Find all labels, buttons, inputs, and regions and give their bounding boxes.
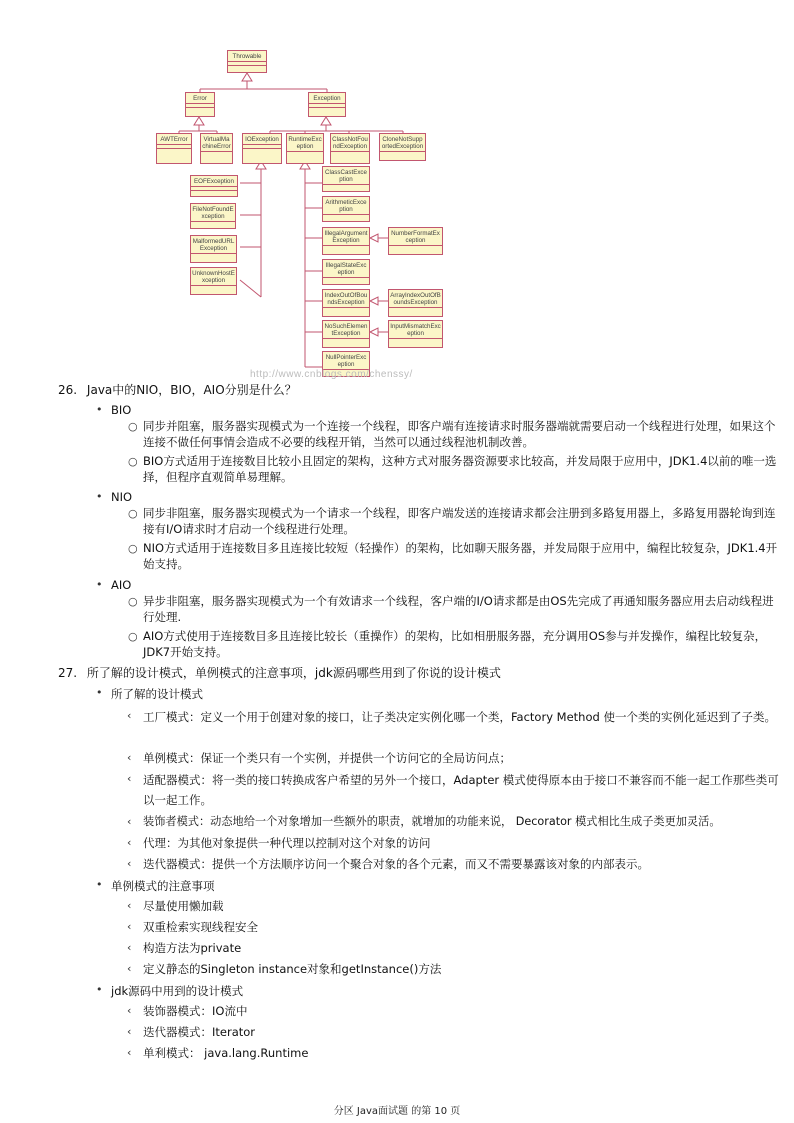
uml-class-nullpointerexception: NullPointerException <box>322 351 370 377</box>
uml-class-awterror: AWTError <box>156 133 192 164</box>
list-marker-icon: ‹ <box>127 836 132 849</box>
uml-class-eofexception: EOFException <box>190 175 238 197</box>
list-marker-icon: ‹ <box>127 1025 132 1038</box>
list-item: NIO方式适用于连接数目多且连接比较短（轻操作）的架构，比如聊天服务器，并发局限于应用中，编程比较复杂，JDK1.4开始支持。 <box>143 541 778 571</box>
list-marker-icon: ‹ <box>127 941 132 954</box>
list-marker-icon: ‹ <box>127 920 132 933</box>
list-item: BIO方式适用于连接数目比较小且固定的架构，这种方式对服务器资源要求比较高，并发局限于应用中，JDK1.4以前的唯一选择，但程序直观简单易理解。 <box>143 454 777 484</box>
bullet-icon: • <box>96 490 103 503</box>
section-label-nio: NIO <box>111 490 133 504</box>
uml-class-filenotfoundexception: FileNotFoundException <box>190 203 236 229</box>
page-footer: 分区 Java面试题 的第 10 页 <box>333 1106 461 1117</box>
list-marker-icon: ‹ <box>127 857 132 870</box>
list-item: 同步并阻塞，服务器实现模式为一个连接一个线程，即客户端有连接请求时服务器端就需要启动一个线程进行处理，如果这个连接不做任何事情会造成不必要的线程开销，当然可以通过线程池机制改善。 <box>143 419 776 449</box>
bullet-icon: • <box>96 878 103 891</box>
uml-class-runtimeexception: RuntimeException <box>286 133 324 164</box>
list-marker-icon: ‹ <box>127 1046 132 1059</box>
list-item: 双重检索实现线程安全 <box>143 920 258 934</box>
list-item: 同步非阻塞，服务器实现模式为一个请求一个线程，即客户端发送的连接请求都会注册到多路复用器上，多路复用器轮询到连接有I/O请求时才启动一个线程进行处理。 <box>143 506 776 536</box>
uml-class-arithmeticexception: ArithmeticException <box>322 196 370 222</box>
list-marker-icon: ‹ <box>127 751 132 764</box>
uml-class-unknownhostexception: UnknownHostException <box>190 267 237 295</box>
question-title: 所了解的设计模式，单例模式的注意事项，jdk源码哪些用到了你说的设计模式 <box>86 666 501 680</box>
section-label-aio: AIO <box>111 578 132 592</box>
list-marker-icon: ‹ <box>127 1004 132 1017</box>
bullet-icon: • <box>96 403 103 416</box>
list-item: 装饰者模式：动态地给一个对象增加一些额外的职责，就增加的功能来说， Decorator 模式相比生成子类更加灵活。 <box>143 815 721 828</box>
bullet-icon: • <box>96 578 103 591</box>
list-marker-icon: ‹ <box>127 899 132 912</box>
uml-class-classcastexception: ClassCastException <box>322 166 370 192</box>
list-marker-icon: ‹ <box>127 815 132 828</box>
uml-class-exception: Exception <box>308 92 346 117</box>
uml-class-vmerror: VirtualMachineError <box>200 133 233 164</box>
list-marker-icon: ‹ <box>127 772 132 785</box>
uml-class-ioexception: IOException <box>242 133 282 164</box>
circle-bullet-icon: ○ <box>128 507 138 520</box>
uml-class-classnotfoundexception: ClassNotFoundException <box>330 133 370 164</box>
uml-class-inputmismatchexception: InputMismatchException <box>388 320 443 348</box>
diagram-watermark: http://www.cnblogs.com/chenssy/ <box>250 369 413 380</box>
list-item: 异步非阻塞，服务器实现模式为一个有效请求一个线程，客户端的I/O请求都是由OS先完成了再通知服务器应用去启动线程进行处理. <box>143 594 774 624</box>
list-marker-icon: ‹ <box>127 962 132 975</box>
list-item: 构造方法为private <box>143 941 242 955</box>
list-item: 装饰器模式：IO流中 <box>143 1004 248 1018</box>
uml-class-illegalargumentexception: IllegalArgumentException <box>322 227 370 255</box>
question-number: 26. <box>58 383 78 397</box>
list-item: 迭代器模式：Iterator <box>143 1025 256 1039</box>
list-item: 适配器模式：将一类的接口转换成客户希望的另外一个接口，Adapter 模式使得原本由于接口不兼容而不能一起工作那些类可以一起工作。 <box>143 773 779 807</box>
uml-class-throwable: Throwable <box>227 50 267 73</box>
question-27-heading <box>58 664 501 681</box>
uml-class-arrayindexoutofboundsexception: ArrayIndexOutOfBoundsException <box>388 289 443 317</box>
section-label-design-patterns: 所了解的设计模式 <box>111 687 203 701</box>
list-item: 迭代器模式：提供一个方法顺序访问一个聚合对象的各个元素，而又不需要暴露该对象的内部表示。 <box>143 857 649 871</box>
uml-class-nosuchelementexception: NoSuchElementException <box>322 320 370 348</box>
uml-class-error: Error <box>185 92 215 117</box>
uml-class-malformedurlexception: MalformedURLException <box>190 235 237 263</box>
uml-class-indexoutofboundsexception: IndexOutOfBoundsException <box>322 289 370 317</box>
circle-bullet-icon: ○ <box>128 595 138 608</box>
circle-bullet-icon: ○ <box>128 630 138 643</box>
list-item: 单利模式： java.lang.Runtime <box>143 1046 309 1060</box>
circle-bullet-icon: ○ <box>128 455 138 468</box>
bullet-icon: • <box>96 983 103 996</box>
list-item: 尽量使用懒加载 <box>143 899 224 913</box>
list-item: 工厂模式：定义一个用于创建对象的接口，让子类决定实例化哪一个类，Factory Method 使一个类的实例化延迟到了子类。 <box>143 710 776 724</box>
section-label-singleton-notes: 单例模式的注意事项 <box>111 879 215 893</box>
uml-class-illegalstateexception: IllegalStateException <box>322 259 370 285</box>
list-item: 代理：为其他对象提供一种代理以控制对这个对象的访问 <box>143 836 431 850</box>
question-26-heading <box>58 381 297 398</box>
list-item: 单例模式：保证一个类只有一个实例，并提供一个访问它的全局访问点； <box>143 751 511 765</box>
section-label-jdk-patterns: jdk源码中用到的设计模式 <box>111 984 244 998</box>
list-item: AIO方式使用于连接数目多且连接比较长（重操作）的架构，比如相册服务器，充分调用OS参与并发操作，编程比较复杂，JDK7开始支持。 <box>143 629 767 659</box>
uml-class-clonenotsupportedexception: CloneNotSupportedException <box>379 133 426 161</box>
section-label-bio: BIO <box>111 403 132 417</box>
circle-bullet-icon: ○ <box>128 542 138 555</box>
exception-hierarchy-diagram <box>150 45 450 380</box>
question-title: Java中的NIO，BIO，AIO分别是什么？ <box>86 383 297 397</box>
circle-bullet-icon: ○ <box>128 420 138 433</box>
question-number: 27. <box>58 666 78 680</box>
bullet-icon: • <box>96 686 103 699</box>
list-item: 定义静态的Singleton instance对象和getInstance()方法 <box>143 962 442 976</box>
list-marker-icon: ‹ <box>127 709 132 722</box>
uml-class-numberformatexception: NumberFormatException <box>388 227 443 255</box>
